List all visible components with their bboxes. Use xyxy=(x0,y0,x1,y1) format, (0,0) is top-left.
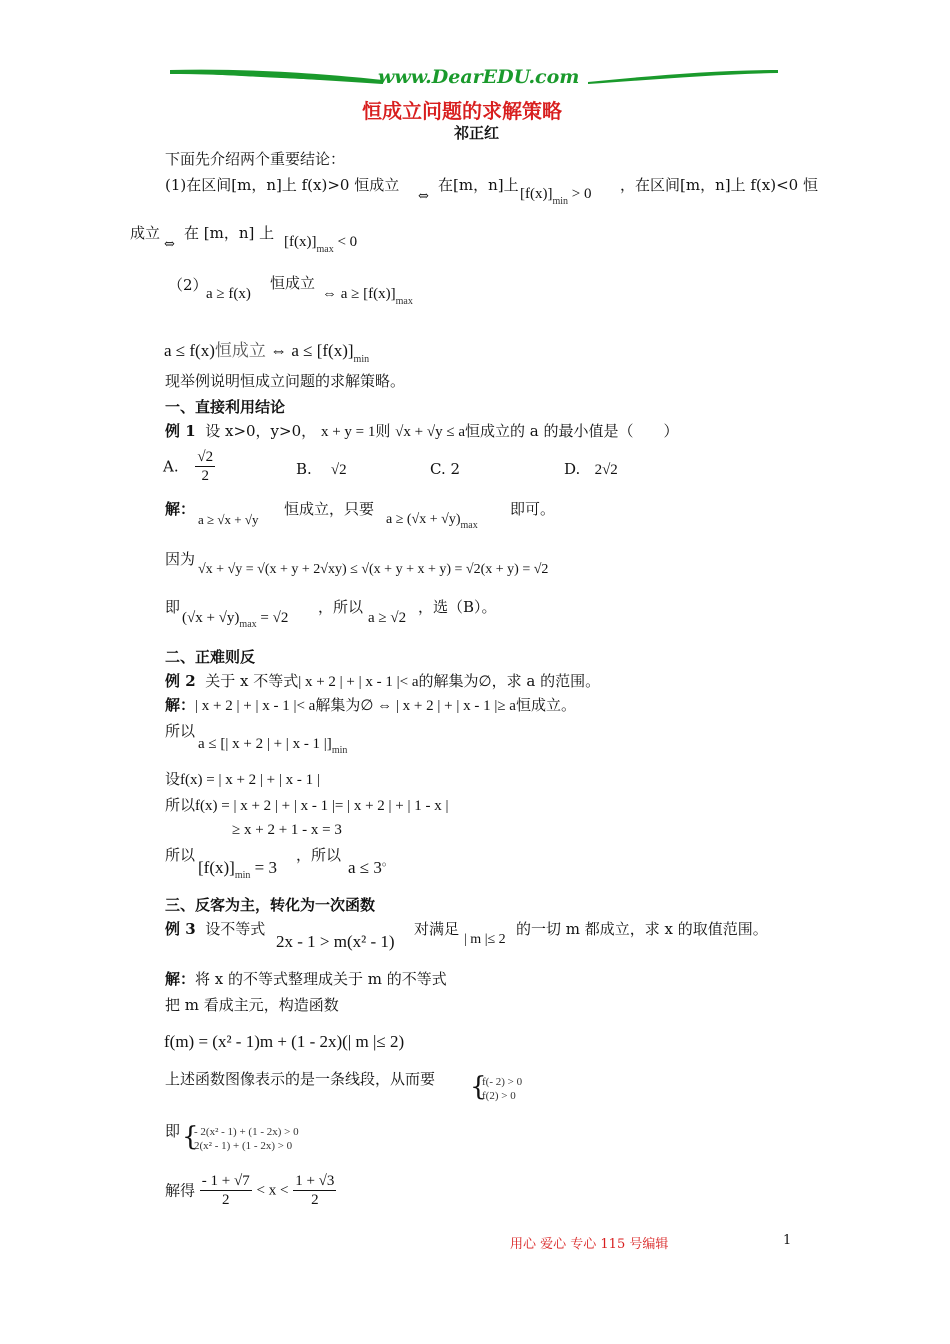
c2-text: 恒成立 xyxy=(270,274,316,292)
function-def: f(m) = (x² - 1)m + (1 - 2x)(| m |≤ 2) xyxy=(164,1032,405,1051)
sol1-text2: 即可。 xyxy=(510,500,556,518)
ie-text: ，所以 xyxy=(318,598,364,616)
conclusion-2-label: （2） xyxy=(168,276,208,294)
footer-slogan: 用心 爱心 专心 115 号编辑 xyxy=(510,1237,669,1252)
so3-text: ，所以 xyxy=(296,846,342,864)
c2-expr: a ≥ f(x) xyxy=(206,286,251,302)
so-label: 所以 xyxy=(165,722,196,740)
option-c: C. 2 xyxy=(430,460,461,478)
section-3-heading: 三、反客为主，转化为一次函数 xyxy=(165,896,376,914)
result-line: 解得 $\frac{- 1 + √7}{2}$ < x < $\frac{1 + √3}{2}$ xyxy=(165,1173,335,1208)
solution-3-line2: 把 m 看成主元，构造函数 xyxy=(165,996,339,1014)
page-number: 1 xyxy=(783,1233,792,1248)
ie3-label: 即 xyxy=(165,1122,181,1140)
section-2-heading: 二、正难则反 xyxy=(165,648,256,666)
site-name: www.DearEDU.com xyxy=(378,66,580,88)
author: 祁正红 xyxy=(454,124,500,142)
because-math: √x + √y = √(x + y + 2√xy) ≤ √(x + y + x + y) = √2(x + y) = √2 xyxy=(198,562,549,577)
so2-line: 所以f(x) = | x + 2 | + | x - 1 |= | x + 2 | + | 1 - x | xyxy=(165,796,449,814)
conclusion-1-c: ，在区间[m，n]上 f(x)<0 恒 xyxy=(620,176,818,194)
sol1-math1: a ≥ √x + √y xyxy=(198,512,259,527)
so3-label: 所以 xyxy=(165,846,196,864)
page-title: 恒成立问题的求解策略 xyxy=(362,99,562,123)
ex3-math2: | m |≤ 2 xyxy=(464,932,506,947)
section-1-heading: 一、直接利用结论 xyxy=(165,398,286,416)
conclusion-1-d: 成立 xyxy=(130,224,161,242)
option-a: A. $\frac{√2}{2}$ xyxy=(163,449,214,484)
transition-text: 现举例说明恒成立问题的求解策略。 xyxy=(165,372,406,390)
sol1-text1: 恒成立，只要 xyxy=(284,500,375,518)
segment-text: 上述函数图像表示的是一条线段，从而要 xyxy=(165,1070,436,1088)
let-line: 设f(x) = | x + 2 | + | x - 1 | xyxy=(165,770,320,788)
conclusion-1-e: 在 [m，n] 上 xyxy=(184,224,275,242)
so3-math2: a ≤ 3。 xyxy=(348,854,394,877)
c1-expr: $[f(x)]_{min} > 0$ xyxy=(520,186,592,207)
ex3-text-b: 对满足 xyxy=(414,920,460,938)
so3-math: $[f(x)]_{min} = 3$ xyxy=(198,858,277,881)
example-1: 例 1 设 x>0，y>0， x + y = 1则 √x + √y ≤ a恒成立的 a 的最小值是（ ） xyxy=(165,422,679,440)
ex3-math: 2x - 1 > m(x² - 1) xyxy=(276,932,395,951)
solution-3-line1: 解：将 x 的不等式整理成关于 m 的不等式 xyxy=(165,970,447,988)
c3-expr: a ≤ f(x)恒成立 ⇔ $a \le [f(x)]_{min}$ xyxy=(164,341,370,365)
ineq-line: ≥ x + 2 + 1 - x = 3 xyxy=(232,822,342,838)
right-swoosh xyxy=(588,70,778,84)
because-label: 因为 xyxy=(165,550,196,568)
solution-1-label: 解： xyxy=(165,500,196,518)
ie-text2: ，选（B）。 xyxy=(418,598,497,616)
iff-symbol: ⇔ xyxy=(418,189,429,204)
ie-math2: a ≥ √2 xyxy=(368,610,407,626)
iff-symbol-2: ⇔ xyxy=(164,237,175,252)
left-swoosh-tail xyxy=(170,70,383,84)
so-math: a ≤ [| x + 2 | + | x - 1 $|]_{min}$ xyxy=(198,736,348,756)
conclusion-1-b: 在[m，n]上 xyxy=(438,176,519,194)
ie-label: 即 xyxy=(165,598,181,616)
c2-rhs: ⇔ $a \ge [f(x)]_{max}$ xyxy=(322,286,413,307)
conclusion-1-a: (1)在区间[m，n]上 f(x)>0 恒成立 xyxy=(165,176,400,194)
example-2: 例 2 关于 x 不等式| x + 2 | + | x - 1 |< a的解集为∅，求 a 的范围。 xyxy=(165,672,601,690)
ex3-text-c: 的一切 m 都成立，求 x 的取值范围。 xyxy=(516,920,768,938)
sol1-math2: $a \ge (√x + √y)_{max}$ xyxy=(386,512,478,531)
c1-expr-2: $[f(x)]_{max} < 0$ xyxy=(284,234,358,255)
example-3: 例 3 设不等式 xyxy=(165,920,266,938)
option-b: B. √2 xyxy=(296,460,347,478)
intro-lead: 下面先介绍两个重要结论： xyxy=(165,150,346,168)
option-d: D. 2√2 xyxy=(564,460,618,478)
solution-2: 解：| x + 2 | + | x - 1 |< a解集为∅ ⇔ | x + 2 | + | x - 1 |≥ a恒成立。 xyxy=(165,696,576,714)
ie-math: $(√x + √y)_{max} = √2$ xyxy=(182,610,289,630)
